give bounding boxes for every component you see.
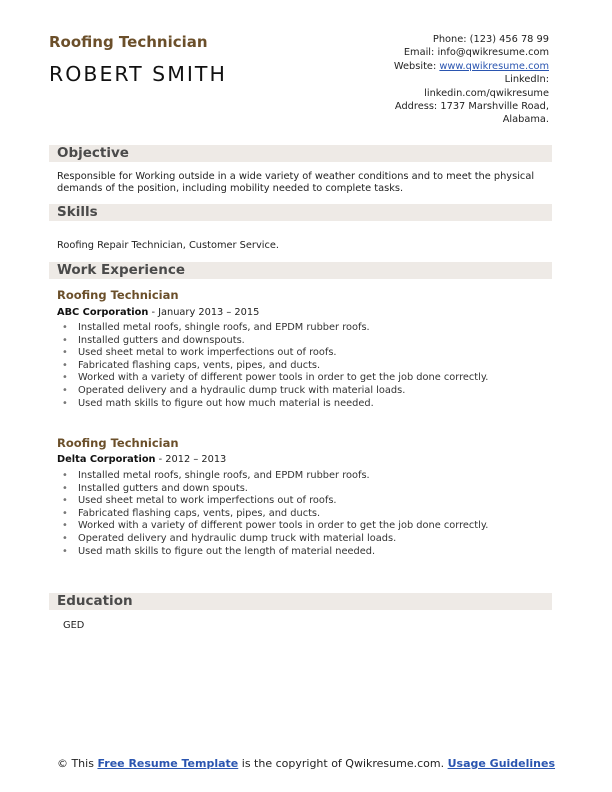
- bullet-icon: •: [62, 482, 68, 494]
- footer-middle: is the copyright of Qwikresume.com.: [238, 757, 448, 770]
- bullet-text: Installed gutters and downspouts.: [78, 334, 245, 346]
- contact-website: [309, 60, 549, 73]
- bullet-text: Operated delivery and a hydraulic dump truck with material loads.: [78, 384, 406, 396]
- bullet-text: Worked with a variety of different power tools in order to get the job done correctly.: [78, 520, 489, 532]
- bullet-text: Installed metal roofs, shingle roofs, and EPDM rubber roofs.: [78, 470, 370, 481]
- list-item: [62, 347, 542, 360]
- contact-block: [309, 33, 549, 127]
- company-name-2: Delta Corporation: [57, 454, 156, 465]
- bullet-text: Fabricated flashing caps, vents, pipes, and ducts.: [78, 507, 321, 519]
- job-title-1: Roofing Technician: [57, 288, 179, 302]
- bullet-icon: •: [62, 334, 68, 346]
- candidate-name: ROBERT SMITH: [49, 62, 227, 86]
- company-name-1: ABC Corporation: [57, 307, 149, 318]
- contact-phone: Phone: (123) 456 78 99: [432, 34, 549, 45]
- list-item: [62, 385, 542, 398]
- list-item: [62, 533, 542, 546]
- education-title: Education: [57, 593, 133, 609]
- bullet-text: Used sheet metal to work imperfections out of roofs.: [78, 495, 337, 507]
- bullet-icon: •: [62, 507, 68, 519]
- contact-address-line1: Address: 1737 Marshville Road,: [394, 101, 549, 113]
- usage-guidelines-link[interactable]: Usage Guidelines: [447, 757, 556, 770]
- copyright-footer: [0, 757, 612, 771]
- list-item: [62, 322, 542, 335]
- contact-email: Email: info@qwikresume.com: [403, 47, 549, 59]
- list-item: [62, 335, 542, 348]
- skills-title: Skills: [57, 204, 98, 220]
- bullet-icon: •: [62, 545, 68, 557]
- bullet-text: Used sheet metal to work imperfections out of roofs.: [78, 347, 337, 359]
- skills-text: Roofing Repair Technician, Customer Service.: [57, 240, 279, 251]
- bullet-icon: •: [62, 372, 68, 384]
- job-company-line-2: [57, 454, 226, 466]
- bullet-text: Installed gutters and down spouts.: [78, 482, 248, 494]
- bullet-text: Used math skills to figure out the length of material needed.: [78, 545, 376, 557]
- education-text: GED: [63, 620, 85, 631]
- job-bullets-1: [62, 322, 542, 410]
- education-section-header: [49, 593, 552, 610]
- bullet-icon: •: [62, 532, 68, 544]
- bullet-text: Fabricated flashing caps, vents, pipes, and ducts.: [78, 359, 321, 371]
- bullet-icon: •: [62, 384, 68, 396]
- contact-linkedin-value: linkedin.com/qwikresume: [424, 87, 549, 99]
- bullet-icon: •: [62, 397, 68, 409]
- bullet-icon: •: [62, 347, 68, 359]
- footer-prefix: © This: [56, 757, 98, 770]
- skills-section-header: [49, 204, 552, 221]
- list-item: [62, 495, 542, 508]
- website-label: Website:: [393, 60, 440, 72]
- list-item: [62, 546, 542, 559]
- bullet-text: Worked with a variety of different power tools in order to get the job done correctly.: [78, 372, 489, 384]
- objective-title: Objective: [57, 145, 129, 161]
- work-experience-title: Work Experience: [57, 262, 185, 278]
- website-link[interactable]: www.qwikresume.com: [439, 60, 549, 72]
- header-job-title: Roofing Technician: [49, 33, 208, 51]
- list-item: [62, 508, 542, 521]
- list-item: [62, 520, 542, 533]
- bullet-text: Operated delivery and hydraulic dump truck with material loads.: [78, 532, 397, 544]
- job-dates-2: - 2012 – 2013: [155, 454, 227, 465]
- bullet-text: Installed metal roofs, shingle roofs, and EPDM rubber roofs.: [78, 322, 370, 333]
- work-experience-section-header: [49, 262, 552, 279]
- job-company-line-1: [57, 307, 259, 319]
- bullet-icon: •: [62, 495, 68, 507]
- list-item: [62, 470, 542, 483]
- list-item: [62, 483, 542, 496]
- job-dates-1: - January 2013 – 2015: [148, 307, 260, 318]
- job-title-2: Roofing Technician: [57, 436, 179, 450]
- list-item: [62, 398, 542, 411]
- bullet-text: Used math skills to figure out how much material is needed.: [78, 397, 374, 409]
- bullet-icon: •: [62, 470, 68, 481]
- contact-address-line2: Alabama.: [502, 114, 549, 126]
- job-bullets-2: [62, 470, 542, 558]
- bullet-icon: •: [62, 520, 68, 532]
- contact-linkedin-label: LinkedIn:: [504, 74, 549, 86]
- resume-header: [49, 33, 227, 86]
- objective-text: Responsible for Working outside in a wide variety of weather conditions and to meet the physical demands of the position, including mobility needed to complete tasks.: [57, 171, 535, 195]
- list-item: [62, 372, 542, 385]
- objective-section-header: [49, 145, 552, 162]
- bullet-icon: •: [62, 359, 68, 371]
- free-resume-template-link[interactable]: Free Resume Template: [97, 757, 239, 770]
- bullet-icon: •: [62, 322, 68, 333]
- list-item: [62, 360, 542, 373]
